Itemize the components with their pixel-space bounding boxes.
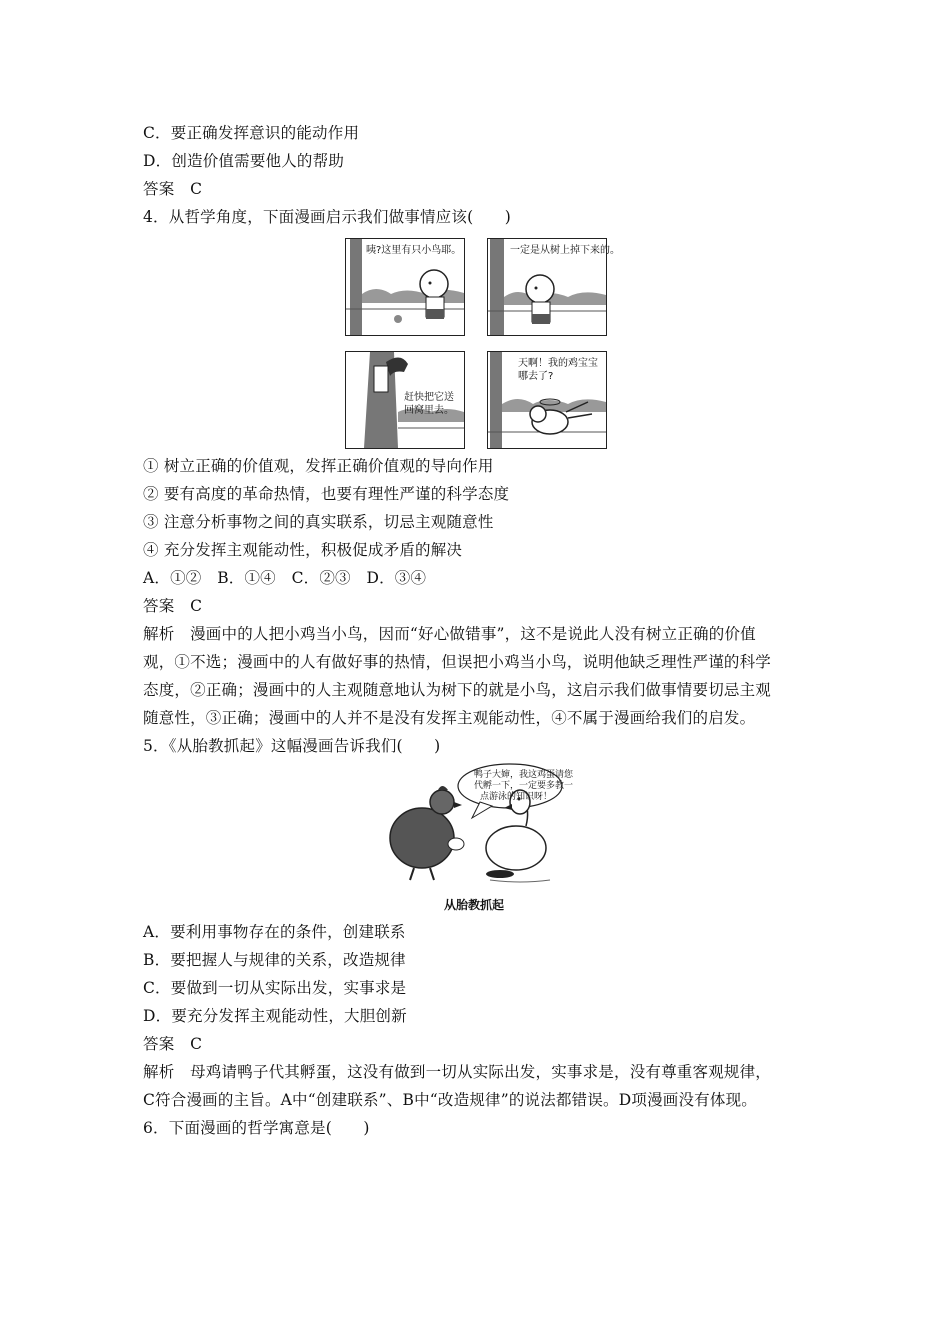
q4-options: A．①② B．①④ C．②③ D．③④ [143,569,427,587]
q5-analysis-1: 解析 母鸡请鸭子代其孵蛋，这没有做到一切从实际出发，实事求是，没有尊重客观规律， [143,1063,772,1081]
q4-statement-4: ④ 充分发挥主观能动性，积极促成矛盾的解决 [143,541,463,559]
comic-4-panel-4-text-2: 哪去了? [518,371,554,382]
q5-option-c: C．要做到一切从实际出发，实事求是 [143,979,407,997]
question-4: 4．从哲学角度，下面漫画启示我们做事情应该( ) [143,208,511,226]
q4-statement-3: ③ 注意分析事物之间的真实联系，切忌主观随意性 [143,513,494,531]
answer-prev: 答案 C [143,180,203,198]
comic-4-panel-2 [487,238,620,336]
comic-5-bubble-line-1: 鸭子大婶，我这鸡蛋请您 [474,770,574,780]
comic-4-panel-4 [487,351,607,449]
comic-4-panel-1 [345,238,465,336]
comic-4-panel-3-text-2: 回窝里去。 [404,405,454,416]
comic-5-bubble-line-2: 代孵一下，一定要多教一 [474,781,574,791]
q4-answer: 答案 C [143,597,203,615]
question-6: 6．下面漫画的哲学寓意是( ) [143,1119,370,1137]
q5-analysis-2: C符合漫画的主旨。A中“创建联系”、B中“改造规律”的说法都错误。D项漫画没有体现。 [143,1091,757,1109]
option-d-prev: D．创造价值需要他人的帮助 [143,152,345,170]
q4-analysis-4: 随意性，③正确；漫画中的人并不是没有发挥主观能动性，④不属于漫画给我们的启发。 [143,709,756,727]
comic-4-panel-1-text: 咦?这里有只小鸟耶。 [366,245,462,256]
comic-4-panel-2-text: 一定是从树上掉下来的。 [510,245,620,256]
question-5: 5．《从胎教抓起》这幅漫画告诉我们( ) [143,737,441,755]
q4-statement-2: ② 要有高度的革命热情，也要有理性严谨的科学态度 [143,485,510,503]
option-c-prev: C．要正确发挥意识的能动作用 [143,124,360,142]
q5-answer: 答案 C [143,1035,203,1053]
comic-5 [380,762,580,888]
comic-5-bubble-line-3: 点游泳的知识呀！ [480,792,553,802]
q4-analysis-2: 观，①不选；漫画中的人有做好事的热情，但误把小鸡当小鸟，说明他缺乏理性严谨的科学 [143,653,772,671]
comic-4-panel-4-text-1: 天啊！我的鸡宝宝 [518,358,598,369]
comic-4-panel-3-text-1: 赶快把它送 [404,392,454,403]
comic-5-caption: 从胎教抓起 [444,898,505,912]
q4-analysis-1: 解析 漫画中的人把小鸡当小鸟，因而“好心做错事”，这不是说此人没有树立正确的价值 [143,625,756,643]
comic-4-panel-3 [345,351,465,449]
q5-option-a: A．要利用事物存在的条件，创建联系 [143,923,406,941]
q5-option-b: B．要把握人与规律的关系，改造规律 [143,951,406,969]
q4-analysis-3: 态度，②正确；漫画中的人主观随意地认为树下的就是小鸟，这启示我们做事情要切忌主观 [143,681,772,699]
q5-option-d: D．要充分发挥主观能动性，大胆创新 [143,1007,407,1025]
q4-statement-1: ① 树立正确的价值观，发挥正确价值观的导向作用 [143,457,494,475]
